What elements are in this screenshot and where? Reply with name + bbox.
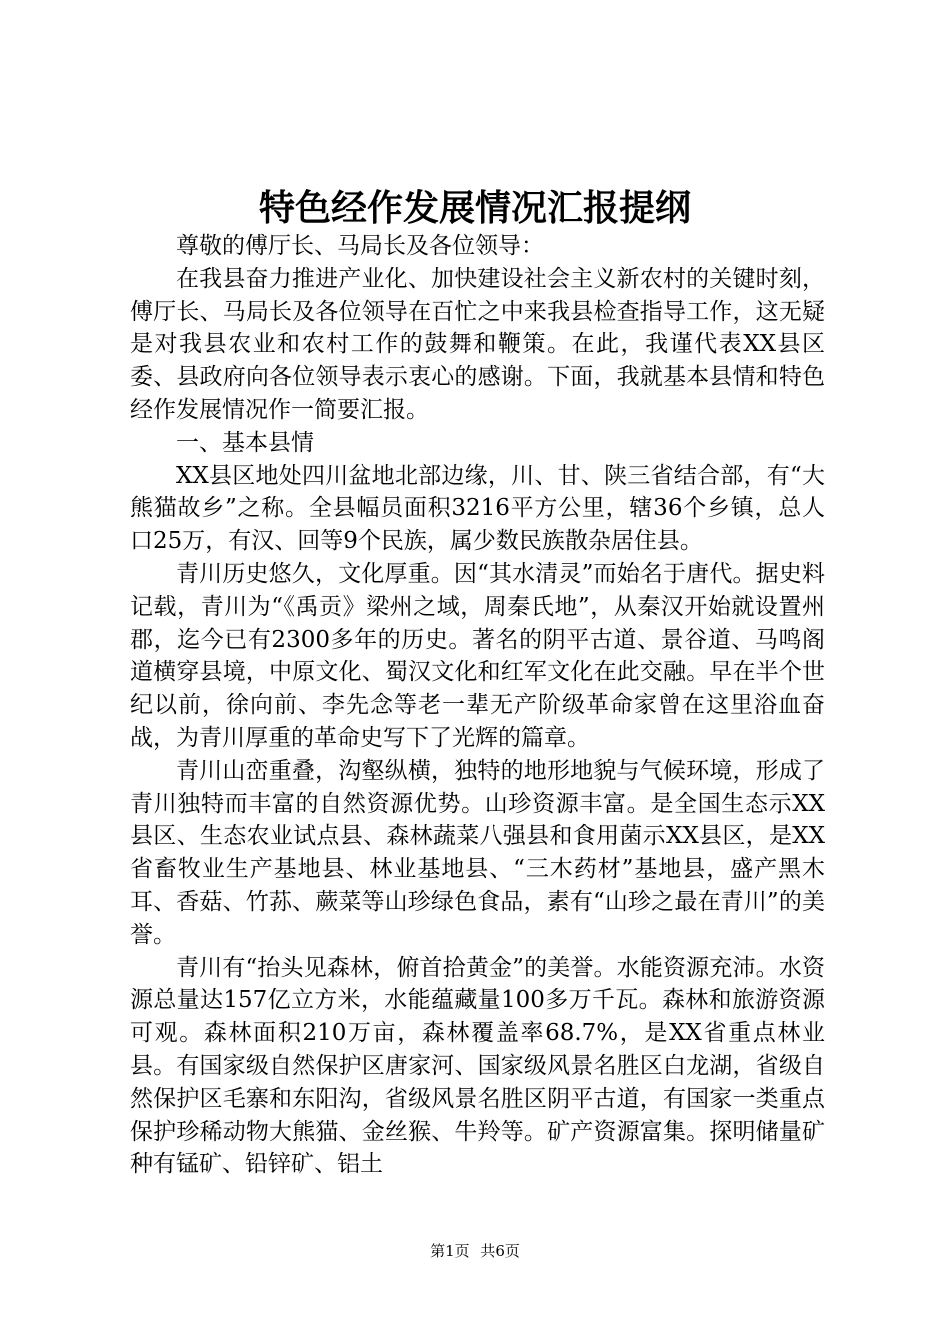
page-total: 共6页 — [480, 1242, 520, 1260]
section-heading: 一、基本县情 — [176, 429, 314, 456]
document-title: 特色经作发展情况汇报提纲 — [258, 187, 691, 229]
body-paragraph: 青川历史悠久，文化厚重。因“其水清灵”而始名于唐代。据史料记载，青川为“《禹贡》梁州之域，周秦氏地”，从秦汉开始就设置州郡，迄今已有2300多年的历史。著名的阴平古道、景谷道、马鸣阁道横穿县境，中原文化、蜀汉文化和红军文化在此交融。早在半个世纪以前，徐向前、李先念等老一辈无产阶级革命家曾在这里浴血奋战，为青川厚重的革命史写下了光辉的篇章。 — [130, 560, 825, 751]
body-paragraph: XX县区地处四川盆地北部边缘，川、甘、陕三省结合部，有“大熊猫故乡”之称。全县幅员面积3216平方公里，辖36个乡镇，总人口25万，有汉、回等9个民族，属少数民族散杂居住县。 — [130, 462, 825, 555]
salutation-paragraph: 尊敬的傅厅长、马局长及各位领导： — [176, 233, 544, 259]
page-number: 第1页 — [430, 1242, 470, 1260]
body-paragraph: 青川有“抬头见森林，俯首拾黄金”的美誉。水能资源充沛。水资源总量达157亿立方米，水能蕴藏量100多万千瓦。森林和旅游资源可观。森林面积210万亩，森林覆盖率68.7%，是XX省重点林业县。有国家级自然保护区唐家河、国家级风景名胜区白龙湖，省级自然保护区毛寨和东阳沟，省级风景名胜区阴平古道，有国家一类重点保护珍稀动物大熊猫、金丝猴、牛羚等。矿产资源富集。探明储量矿种有锰矿、铅锌矿、铝土 — [130, 954, 825, 1178]
body-paragraph: 青川山峦重叠，沟壑纵横，独特的地形地貌与气候环境，形成了青川独特而丰富的自然资源优势。山珍资源丰富。是全国生态示XX县区、生态农业试点县、森林蔬菜八强县和食用菌示XX县区，是XX省畜牧业生产基地县、林业基地县、“三木药材”基地县，盛产黑木耳、香菇、竹荪、蕨菜等山珍绿色食品，素有“山珍之最在青川”的美誉。 — [130, 757, 825, 948]
page-footer — [0, 1240, 950, 1261]
document-body — [130, 230, 825, 1181]
intro-paragraph: 在我县奋力推进产业化、加快建设社会主义新农村的关键时刻，傅厅长、马局长及各位领导在百忙之中来我县检查指导工作，这无疑是对我县农业和农村工作的鼓舞和鞭策。在此，我谨代表XX县区委、县政府向各位领导表示衷心的感谢。下面，我就基本县情和特色经作发展情况作一简要汇报。 — [130, 265, 825, 423]
